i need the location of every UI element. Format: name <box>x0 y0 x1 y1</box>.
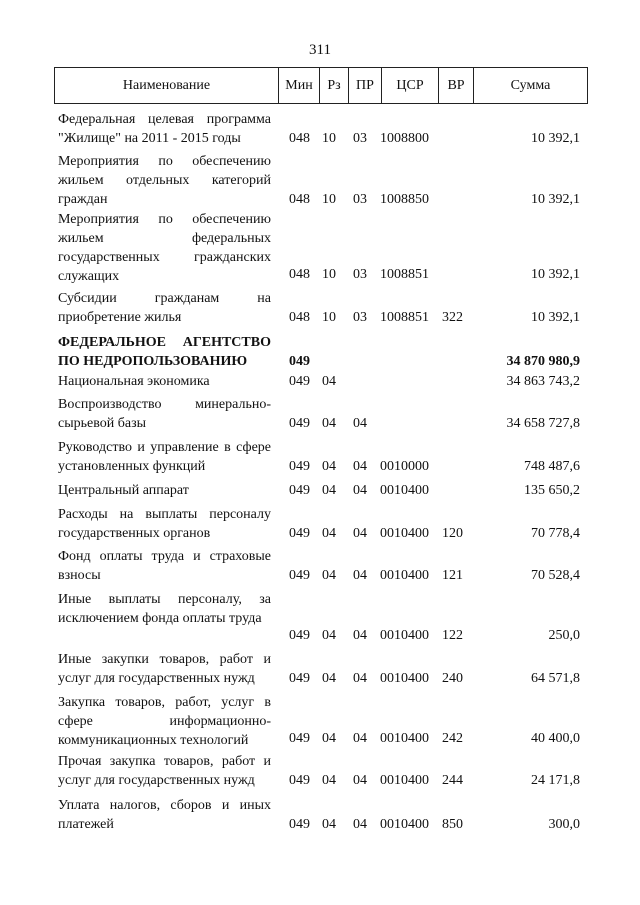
row-min: 049 <box>289 374 310 389</box>
row-sum: 250,0 <box>548 628 580 643</box>
row-rz: 04 <box>322 731 336 746</box>
row-csr: 0010000 <box>380 459 429 474</box>
row-csr: 1008851 <box>380 310 429 325</box>
row-name: Фонд оплаты труда и страховые взносы <box>58 549 271 583</box>
header-rz: Рз <box>320 68 349 103</box>
row-csr: 0010400 <box>380 568 429 583</box>
row-pr: 04 <box>353 671 367 686</box>
row-sum: 10 392,1 <box>531 310 580 325</box>
row-vr: 122 <box>442 628 463 643</box>
row-pr: 04 <box>353 483 367 498</box>
row-pr: 04 <box>353 731 367 746</box>
row-name: Субсидии гражданам на приобретение жилья <box>58 291 271 325</box>
row-sum: 64 571,8 <box>531 671 580 686</box>
row-min: 049 <box>289 526 310 541</box>
row-min: 049 <box>289 568 310 583</box>
row-pr: 03 <box>353 310 367 325</box>
row-name: Уплата налогов, сборов и иных платежей <box>58 798 271 832</box>
row-name: ФЕДЕРАЛЬНОЕ АГЕНТСТВО ПО НЕДРОПОЛЬЗОВАНИЮ <box>58 335 271 369</box>
row-min: 048 <box>289 310 310 325</box>
row-pr: 04 <box>353 628 367 643</box>
row-min: 049 <box>289 483 310 498</box>
row-sum: 300,0 <box>548 817 580 832</box>
header-csr: ЦСР <box>382 68 439 103</box>
row-csr: 1008851 <box>380 267 429 282</box>
row-sum: 748 487,6 <box>524 459 580 474</box>
row-csr: 0010400 <box>380 483 429 498</box>
row-vr: 240 <box>442 671 463 686</box>
row-sum: 40 400,0 <box>531 731 580 746</box>
row-csr: 1008800 <box>380 131 429 146</box>
row-min: 049 <box>289 354 310 369</box>
row-vr: 244 <box>442 773 463 788</box>
row-sum: 10 392,1 <box>531 192 580 207</box>
row-pr: 04 <box>353 773 367 788</box>
row-sum: 10 392,1 <box>531 267 580 282</box>
row-min: 048 <box>289 131 310 146</box>
row-pr: 04 <box>353 817 367 832</box>
row-sum: 34 658 727,8 <box>506 416 580 431</box>
row-sum: 135 650,2 <box>524 483 580 498</box>
row-min: 049 <box>289 459 310 474</box>
row-min: 049 <box>289 671 310 686</box>
row-name: Иные закупки товаров, работ и услуг для государственных нужд <box>58 652 271 686</box>
table-header <box>54 67 588 104</box>
row-name: Прочая закупка товаров, работ и услуг для государственных нужд <box>58 754 271 788</box>
row-name: Иные выплаты персоналу, за исключением фонда оплаты труда <box>58 592 271 626</box>
row-pr: 03 <box>353 131 367 146</box>
row-csr: 0010400 <box>380 671 429 686</box>
row-rz: 04 <box>322 459 336 474</box>
row-name: Федеральная целевая программа "Жилище" на 2011 - 2015 годы <box>58 112 271 146</box>
row-name: Национальная экономика <box>58 374 210 389</box>
row-sum: 10 392,1 <box>531 131 580 146</box>
row-name: Центральный аппарат <box>58 483 189 498</box>
row-min: 049 <box>289 817 310 832</box>
row-csr: 1008850 <box>380 192 429 207</box>
row-csr: 0010400 <box>380 628 429 643</box>
row-min: 049 <box>289 416 310 431</box>
row-name: Руководство и управление в сфере установленных функций <box>58 440 271 474</box>
row-rz: 04 <box>322 374 336 389</box>
row-sum: 70 778,4 <box>531 526 580 541</box>
row-pr: 04 <box>353 568 367 583</box>
page-number: 311 <box>309 42 331 58</box>
row-rz: 10 <box>322 267 336 282</box>
row-csr: 0010400 <box>380 731 429 746</box>
row-rz: 10 <box>322 131 336 146</box>
row-vr: 322 <box>442 310 463 325</box>
row-csr: 0010400 <box>380 526 429 541</box>
row-rz: 10 <box>322 192 336 207</box>
row-rz: 04 <box>322 817 336 832</box>
row-rz: 04 <box>322 526 336 541</box>
row-sum: 34 863 743,2 <box>506 374 580 389</box>
row-name: Воспроизводство минерально-сырьевой базы <box>58 397 271 431</box>
row-min: 048 <box>289 192 310 207</box>
row-name: Расходы на выплаты персоналу государственных органов <box>58 507 271 541</box>
row-vr: 242 <box>442 731 463 746</box>
row-csr: 0010400 <box>380 773 429 788</box>
row-rz: 04 <box>322 628 336 643</box>
header-name: Наименование <box>55 68 279 103</box>
row-pr: 03 <box>353 192 367 207</box>
row-min: 049 <box>289 731 310 746</box>
row-pr: 03 <box>353 267 367 282</box>
row-vr: 850 <box>442 817 463 832</box>
row-rz: 04 <box>322 483 336 498</box>
row-sum: 70 528,4 <box>531 568 580 583</box>
header-min: Мин <box>279 68 320 103</box>
header-sum: Сумма <box>510 78 551 93</box>
row-rz: 04 <box>322 671 336 686</box>
row-name: Закупка товаров, работ, услуг в сфере информационно-коммуникационных технологий <box>58 695 271 748</box>
row-pr: 04 <box>353 416 367 431</box>
header-pr: ПР <box>349 68 382 103</box>
row-name: Мероприятия по обеспечению жильем федеральных государственных гражданских служащих <box>58 212 271 284</box>
row-min: 049 <box>289 773 310 788</box>
row-min: 048 <box>289 267 310 282</box>
row-min: 049 <box>289 628 310 643</box>
row-rz: 04 <box>322 568 336 583</box>
row-name: Мероприятия по обеспечению жильем отдельных категорий граждан <box>58 154 271 207</box>
row-csr: 0010400 <box>380 817 429 832</box>
row-rz: 04 <box>322 416 336 431</box>
row-pr: 04 <box>353 526 367 541</box>
row-sum: 34 870 980,9 <box>506 354 580 369</box>
row-sum: 24 171,8 <box>531 773 580 788</box>
header-vr: ВР <box>439 68 474 103</box>
row-vr: 121 <box>442 568 463 583</box>
row-rz: 04 <box>322 773 336 788</box>
row-rz: 10 <box>322 310 336 325</box>
row-vr: 120 <box>442 526 463 541</box>
row-pr: 04 <box>353 459 367 474</box>
